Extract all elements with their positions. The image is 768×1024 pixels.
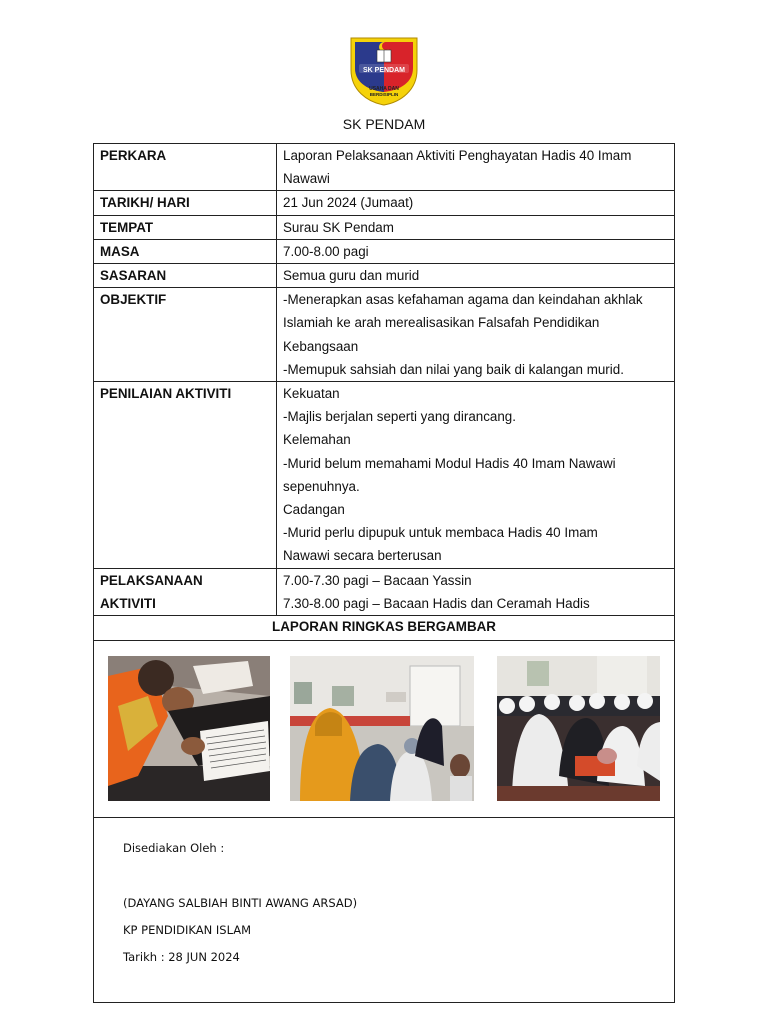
value-masa (277, 239, 675, 263)
signature-date: Tarikh : 28 JUN 2024 (123, 950, 240, 965)
value-sasaran (277, 264, 675, 288)
value-line: sepenuhnya. (283, 478, 360, 494)
logo-motto-line-2: BERDISIPLIN (369, 92, 399, 97)
prepared-by-label: Disediakan Oleh : (123, 841, 225, 856)
value-line: Kebangsaan (283, 338, 359, 354)
label-sasaran: SASARAN (94, 264, 277, 288)
value-line: -Majlis berjalan seperti yang dirancang. (283, 409, 516, 425)
value-tarikh (277, 191, 675, 215)
label-line: PELAKSANAAN (100, 572, 203, 588)
value-penilaian (277, 382, 675, 569)
girls-seated-in-surau-photo (497, 656, 660, 801)
row-penilaian (94, 382, 675, 569)
photo-section-title: LAPORAN RINGKAS BERGAMBAR (94, 616, 675, 641)
row-tempat (94, 215, 675, 239)
signature-block (94, 818, 675, 1003)
label-penilaian: PENILAIAN AKTIVITI (94, 382, 277, 569)
value-line: Islamiah ke arah merealisasikan Falsafah Pendidikan (283, 315, 600, 331)
value-line: -Murid belum memahami Modul Hadis 40 Imam Nawawi (283, 455, 616, 471)
photo-gallery (94, 641, 675, 818)
label-pelaksanaan (94, 568, 277, 615)
value-line: Surau SK Pendam (283, 219, 394, 235)
row-photos (94, 641, 675, 818)
value-line: Nawawi (283, 171, 330, 187)
value-line: 21 Jun 2024 (Jumaat) (283, 195, 414, 211)
label-objektif: OBJEKTIF (94, 288, 277, 382)
row-photo-title (94, 616, 675, 641)
value-line: Cadangan (283, 502, 345, 518)
report-table (93, 143, 675, 1003)
label-perkara: PERKARA (94, 144, 277, 191)
value-line: 7.00-8.00 pagi (283, 243, 369, 259)
value-line: 7.30-8.00 pagi – Bacaan Hadis dan Ceramah Hadis (283, 595, 590, 611)
value-line: -Murid perlu dipupuk untuk membaca Hadis 40 Imam (283, 525, 598, 541)
value-line: Semua guru dan murid (283, 268, 420, 284)
label-tarikh: TARIKH/ HARI (94, 191, 277, 215)
row-pelaksanaan (94, 568, 675, 615)
school-crest-logo (347, 34, 421, 106)
value-line: Laporan Pelaksanaan Aktiviti Penghayatan Hadis 40 Imam (283, 148, 632, 163)
row-masa (94, 239, 675, 263)
value-line: Nawawi secara berterusan (283, 548, 442, 564)
row-tarikh (94, 191, 675, 215)
label-masa: MASA (94, 239, 277, 263)
logo-motto-line-1: USAHA DAN (369, 86, 399, 92)
surau-gathering-photo (290, 656, 474, 801)
school-name: SK PENDAM (342, 116, 426, 132)
row-perkara (94, 144, 675, 191)
value-tempat (277, 215, 675, 239)
label-line: AKTIVITI (100, 595, 156, 611)
pupils-reading-books-photo (108, 656, 270, 801)
value-perkara (277, 144, 675, 191)
value-line: Kekuatan (283, 386, 340, 402)
value-pelaksanaan (277, 568, 675, 615)
logo-text-top: SK PENDAM (362, 67, 406, 74)
value-line: Kelemahan (283, 432, 351, 448)
value-line: 7.00-7.30 pagi – Bacaan Yassin (283, 572, 472, 588)
label-tempat: TEMPAT (94, 215, 277, 239)
row-sasaran (94, 264, 675, 288)
row-signature (94, 818, 675, 1003)
value-objektif (277, 288, 675, 382)
row-objektif (94, 288, 675, 382)
value-line: -Memupuk sahsiah dan nilai yang baik di kalangan murid. (283, 361, 624, 377)
signatory-name: (DAYANG SALBIAH BINTI AWANG ARSAD) (123, 896, 358, 911)
signatory-position: KP PENDIDIKAN ISLAM (123, 923, 252, 938)
value-line: -Menerapkan asas kefahaman agama dan keindahan akhlak (283, 292, 643, 308)
